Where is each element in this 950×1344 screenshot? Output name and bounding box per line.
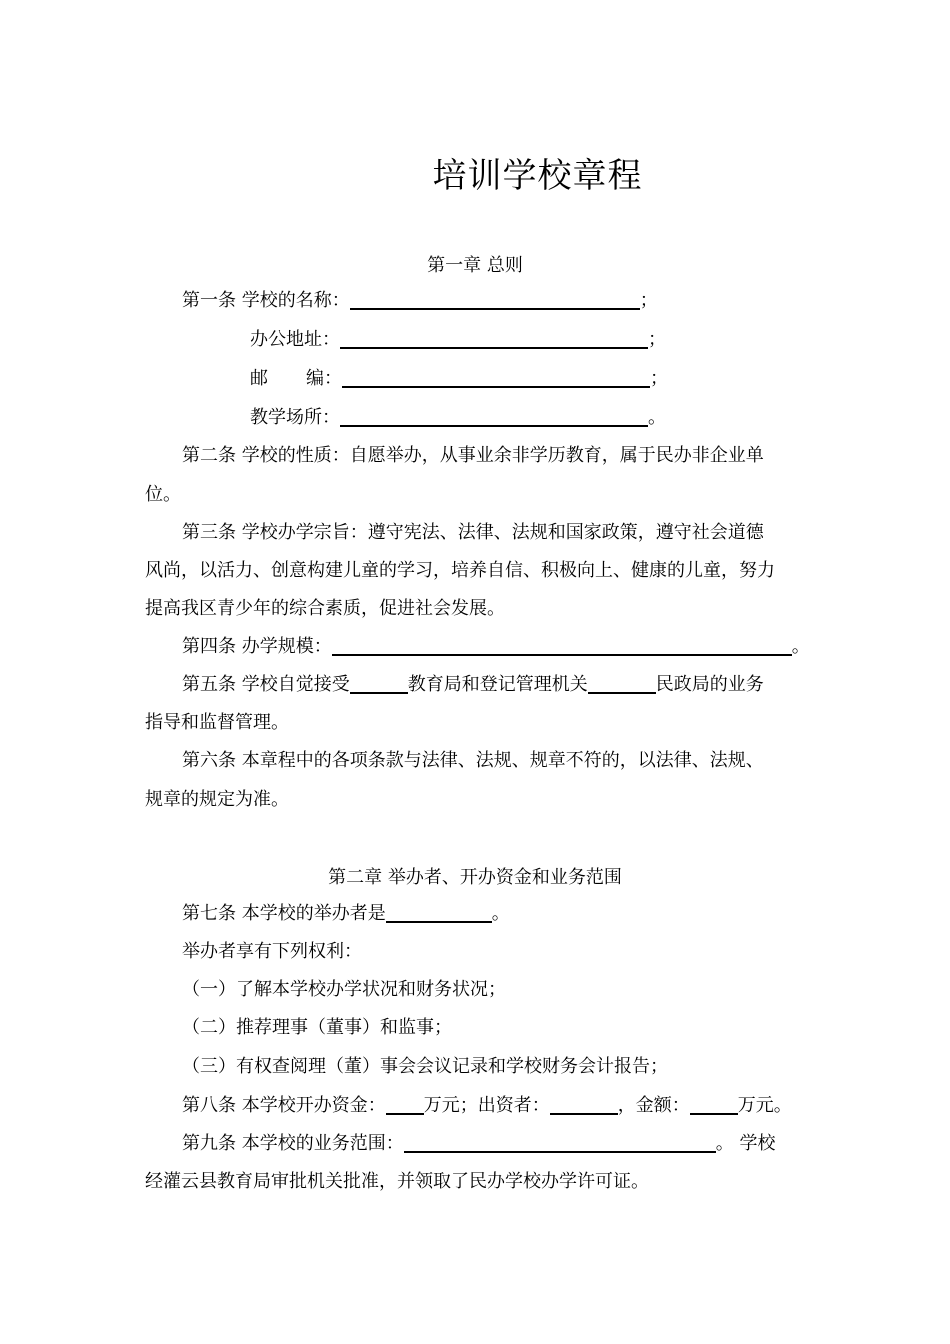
article-5-part-a: 第五条 学校自觉接受 — [182, 674, 350, 695]
punct: ； — [639, 290, 658, 311]
investor-blank[interactable] — [550, 1093, 618, 1115]
capital-amount-blank[interactable] — [386, 1093, 424, 1115]
article-8-part-b: 万元；出资者： — [423, 1095, 550, 1116]
article-9-line-1 — [182, 1131, 775, 1157]
article-5-line-1 — [182, 672, 764, 698]
punct: 。 — [648, 407, 666, 428]
article-5-part-c: 民政局的业务 — [655, 674, 764, 695]
office-address-label: 办公地址： — [250, 329, 340, 350]
article-5-part-b: 教育局和登记管理机关 — [407, 674, 588, 695]
teaching-site-label: 教学场所： — [250, 407, 340, 428]
postcode-label-b: 编： — [306, 368, 342, 389]
education-bureau-blank[interactable] — [350, 672, 408, 694]
article-1-name-line — [182, 288, 658, 314]
article-7-lead: 第七条 本学校的举办者是 — [182, 903, 386, 924]
teaching-site-blank[interactable] — [340, 405, 648, 427]
school-scale-blank[interactable] — [332, 634, 792, 656]
article-9-part-a: 第九条 本学校的业务范围： — [182, 1133, 404, 1154]
article-8-part-c: ，金额： — [617, 1095, 690, 1116]
article-8-part-d: 万元。 — [737, 1095, 792, 1116]
article-9-part-b: 。 学校 — [715, 1133, 776, 1154]
article-8-part-a: 第八条 本学校开办资金： — [182, 1095, 386, 1116]
article-6-line-1: 第六条 本章程中的各项条款与法律、法规、规章不符的，以法律、法规、 — [182, 750, 764, 771]
postcode-blank[interactable] — [342, 366, 650, 388]
right-3: （三）有权查阅理（董）事会会议记录和学校财务会计报告； — [182, 1056, 668, 1077]
article-3-line-1: 第三条 学校办学宗旨：遵守宪法、法律、法规和国家政策，遵守社会道德 — [182, 522, 764, 543]
article-9-line-2: 经灌云县教育局审批机关批准，并领取了民办学校办学许可证。 — [145, 1171, 649, 1192]
punct: 。 — [791, 636, 810, 657]
article-7-line — [182, 901, 510, 927]
office-address-blank[interactable] — [340, 327, 648, 349]
article-4-lead: 第四条 办学规模： — [182, 636, 332, 657]
founder-blank[interactable] — [386, 901, 492, 923]
article-2-line-1: 第二条 学校的性质：自愿举办，从事业余非学历教育，属于民办非企业单 — [182, 445, 764, 466]
right-1: （一）了解本学校办学状况和财务状况； — [182, 979, 506, 1000]
article-4-line — [182, 634, 810, 660]
article-3-line-3: 提高我区青少年的综合素质，促进社会发展。 — [145, 598, 505, 619]
business-scope-blank[interactable] — [404, 1131, 716, 1153]
article-3-line-2: 风尚，以活力、创意构建儿童的学习，培养自信、积极向上、健康的儿童，努力 — [145, 560, 775, 581]
punct: ； — [650, 368, 668, 389]
article-2-line-2: 位。 — [145, 484, 181, 505]
article-5-line-2: 指导和监督管理。 — [145, 712, 289, 733]
right-2: （二）推荐理事（董事）和监事； — [182, 1017, 452, 1038]
document-title: 培训学校章程 — [432, 156, 643, 196]
civil-affairs-bureau-blank[interactable] — [588, 672, 656, 694]
article-6-line-2: 规章的规定为准。 — [145, 789, 289, 810]
postcode-line — [250, 366, 668, 392]
postcode-label-a: 邮 — [250, 368, 268, 389]
office-address-line — [250, 327, 666, 353]
article-8-line — [182, 1093, 792, 1119]
chapter-2-heading: 第二章 举办者、开办资金和业务范围 — [328, 867, 622, 888]
punct: 。 — [491, 903, 510, 924]
article-1-lead: 第一条 学校的名称： — [182, 290, 350, 311]
punct: ； — [648, 329, 666, 350]
chapter-1-heading: 第一章 总则 — [427, 255, 523, 276]
school-name-blank[interactable] — [350, 288, 640, 310]
rights-intro: 举办者享有下列权利： — [182, 941, 362, 962]
investment-amount-blank[interactable] — [690, 1093, 738, 1115]
teaching-site-line — [250, 405, 666, 431]
